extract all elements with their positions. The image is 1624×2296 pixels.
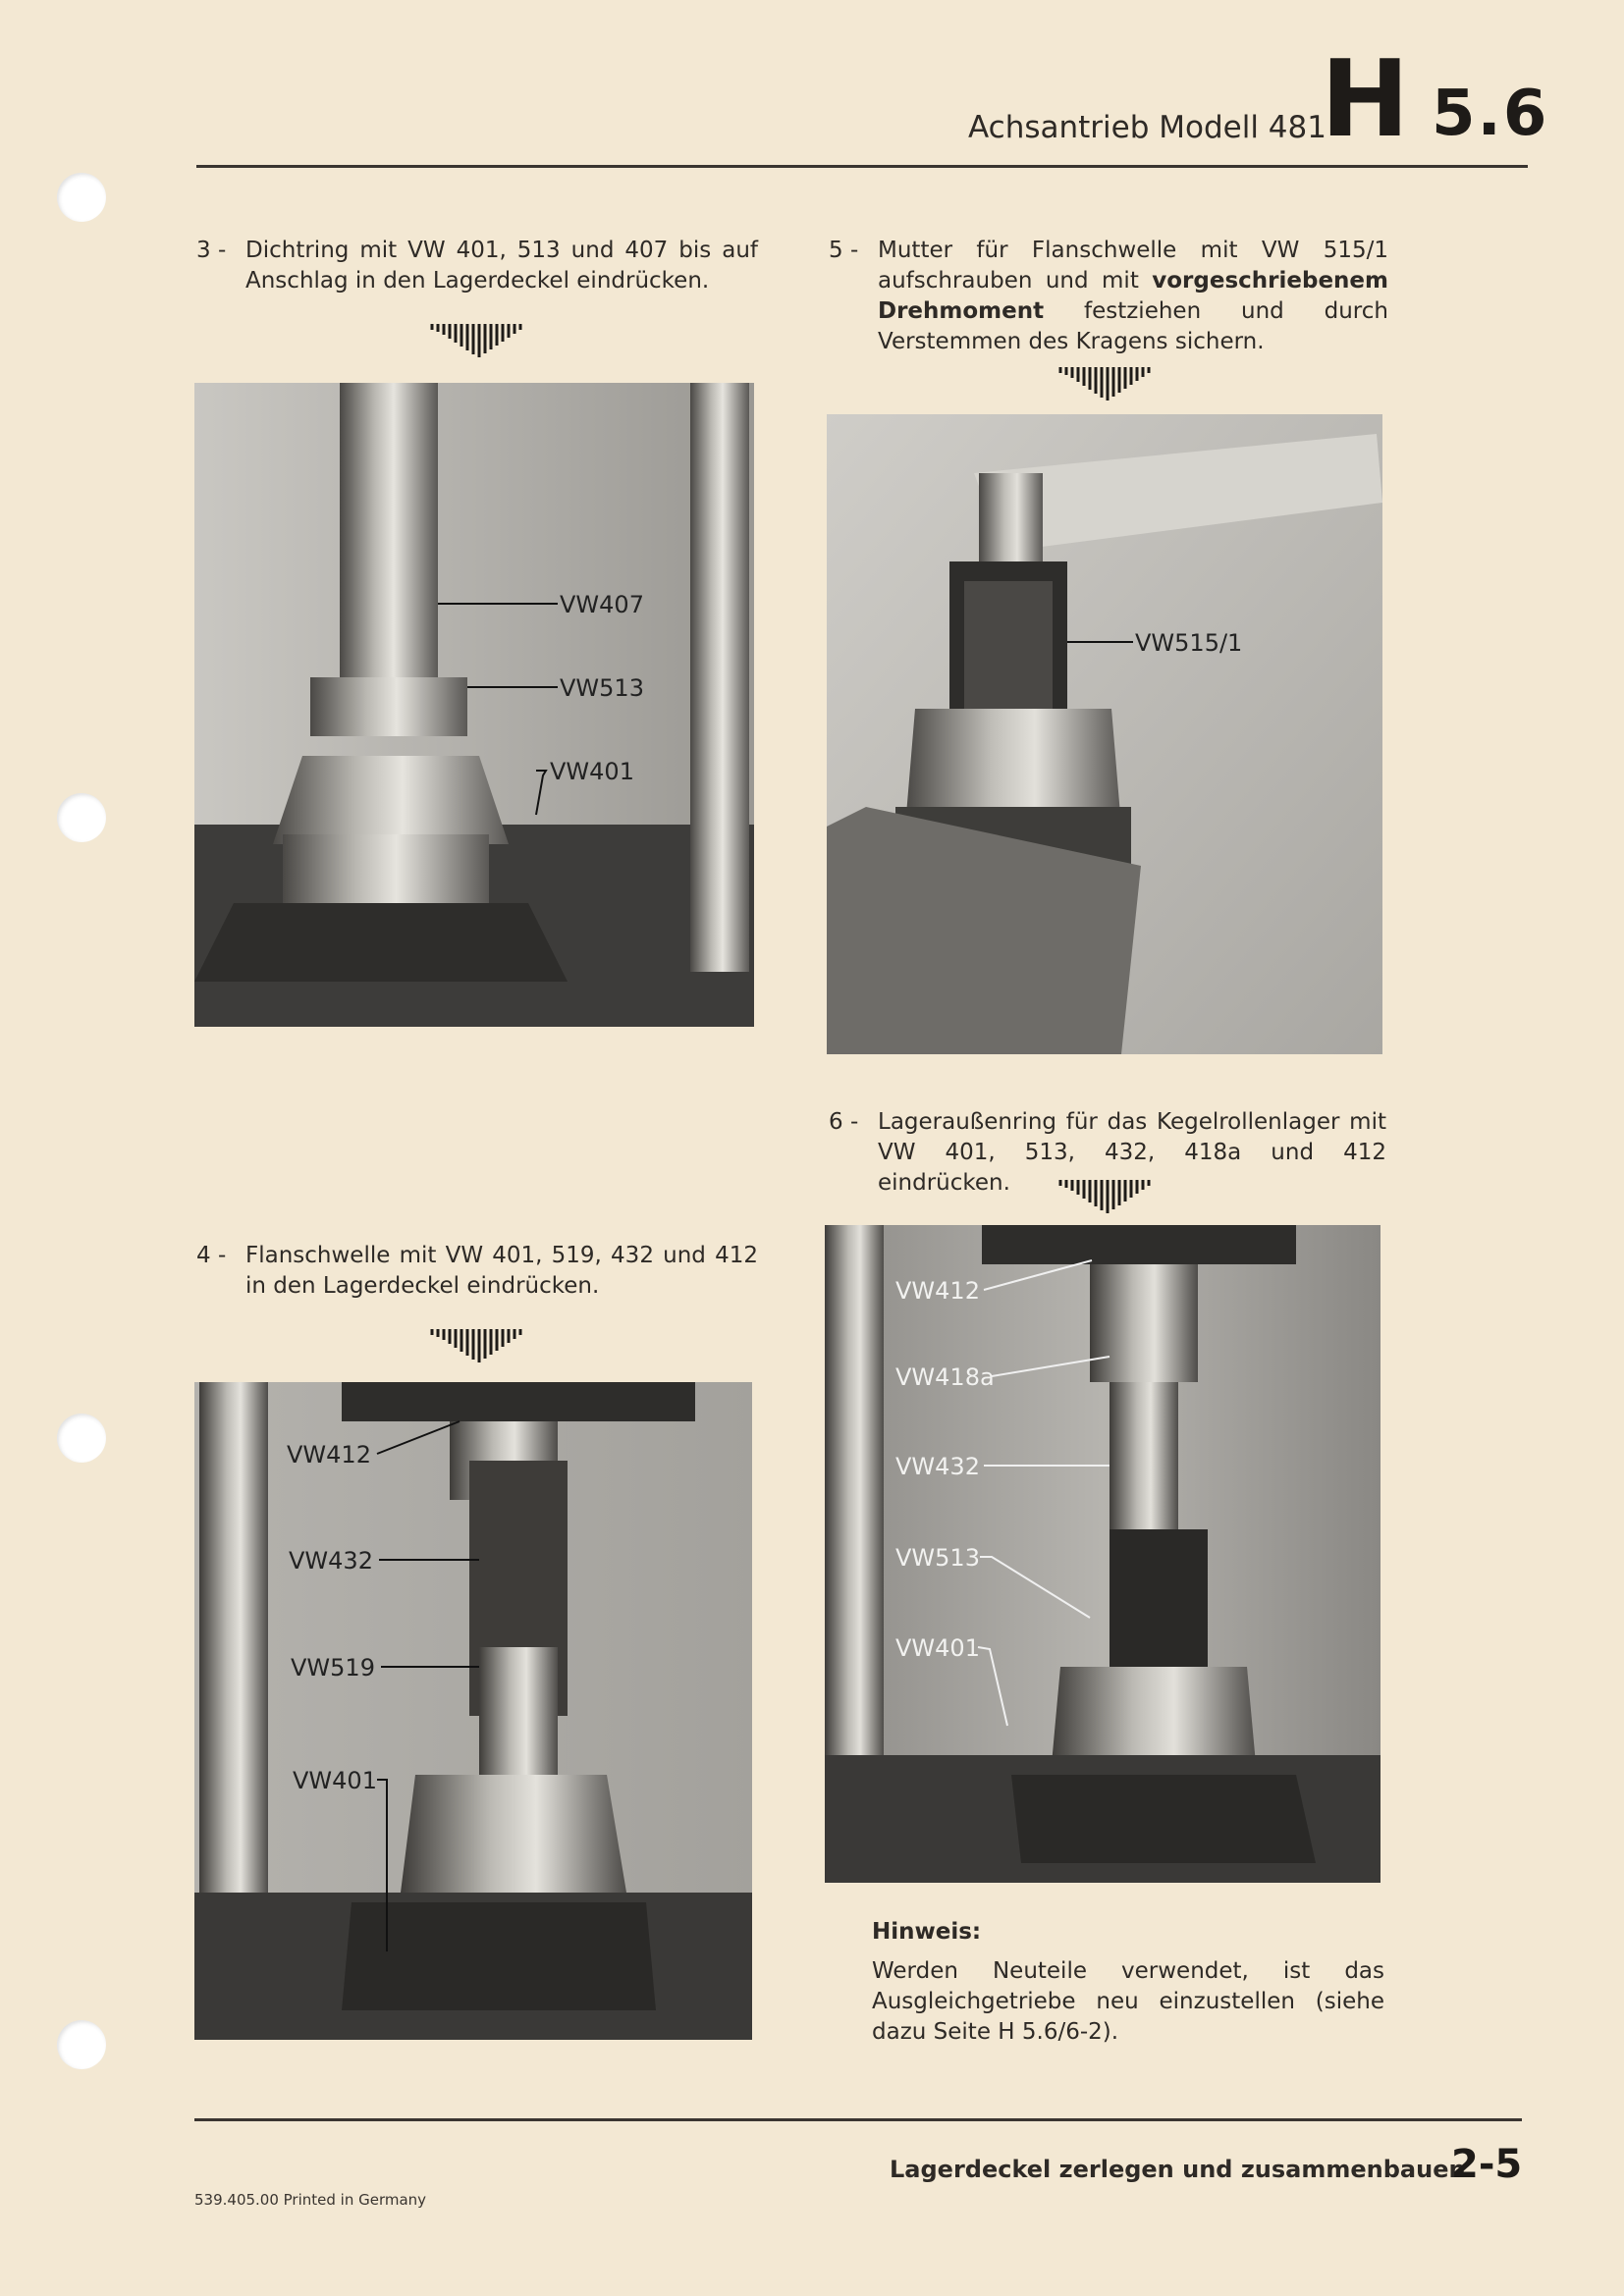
step-5-text bbox=[829, 236, 1388, 357]
section-letter: H bbox=[1321, 38, 1410, 161]
punch-hole-4 bbox=[57, 2020, 106, 2069]
step-3-arrow-icon bbox=[426, 322, 528, 361]
label-vw412: VW412 bbox=[895, 1277, 980, 1305]
step-5-number: 5 - bbox=[829, 238, 859, 263]
label-vw513: VW513 bbox=[560, 674, 644, 702]
step-6-text bbox=[829, 1107, 1386, 1196]
label-vw513: VW513 bbox=[895, 1544, 980, 1572]
note-heading: Hinweis: bbox=[872, 1919, 982, 1945]
label-vw519: VW519 bbox=[291, 1654, 375, 1682]
step-3-description: Dichtring mit VW 401, 513 und 407 bis auf Anschlag in den Lagerdeckel eindrücken. bbox=[245, 238, 758, 294]
step-6-number: 6 - bbox=[829, 1109, 859, 1135]
header-rule bbox=[196, 165, 1528, 168]
punch-hole-3 bbox=[57, 1414, 106, 1463]
label-vw412: VW412 bbox=[287, 1441, 371, 1468]
photo-step-5 bbox=[827, 414, 1382, 1054]
step-4-text bbox=[196, 1241, 758, 1304]
print-code: 539.405.00 Printed in Germany bbox=[194, 2191, 427, 2209]
section-number: 5.6 bbox=[1432, 78, 1549, 150]
step-6-arrow-icon bbox=[1055, 1178, 1157, 1217]
photo-step-6 bbox=[825, 1225, 1380, 1883]
step-5-arrow-icon bbox=[1055, 365, 1157, 404]
punch-hole-1 bbox=[57, 173, 106, 222]
label-vw401: VW401 bbox=[895, 1634, 980, 1662]
label-vw401: VW401 bbox=[550, 758, 634, 785]
label-vw432: VW432 bbox=[895, 1453, 980, 1480]
step-4-description: Flanschwelle mit VW 401, 519, 432 und 412 in den Lagerdeckel eindrücken. bbox=[245, 1243, 758, 1299]
page-number: 2-5 bbox=[1451, 2142, 1523, 2187]
footer-rule bbox=[194, 2118, 1522, 2121]
step-6-description: Lageraußenring für das Kegelrollenlager mit VW 401, 513, 432, 418a und 412 eindrücken. bbox=[878, 1109, 1386, 1196]
note-text: Werden Neuteile verwendet, ist das Ausgleichgetriebe neu einzustellen (siehe dazu Seite H 5.6/6-2). bbox=[872, 1958, 1384, 2045]
label-vw432: VW432 bbox=[289, 1547, 373, 1575]
step-3-number: 3 - bbox=[196, 238, 227, 263]
label-vw401: VW401 bbox=[293, 1767, 377, 1794]
photo-step-4 bbox=[194, 1382, 752, 2040]
photo-step-3 bbox=[194, 383, 754, 1027]
step-3-text bbox=[196, 236, 758, 298]
punch-hole-2 bbox=[57, 793, 106, 842]
step-5-text-post: festziehen und durch Verstemmen des Kragens sichern. bbox=[878, 298, 1388, 354]
label-vw418a: VW418a bbox=[895, 1363, 995, 1391]
step-5-text-pre: Mutter für Flanschwelle mit VW 515/1 aufschrauben und mit bbox=[878, 238, 1388, 294]
step-5-description bbox=[878, 236, 1388, 357]
label-vw515-1: VW515/1 bbox=[1135, 629, 1243, 657]
step-5-text-bold: vorgeschriebenem Drehmoment bbox=[878, 268, 1388, 324]
step-4-number: 4 - bbox=[196, 1243, 227, 1268]
footer-chapter-title: Lagerdeckel zerlegen und zusammenbauen bbox=[890, 2156, 1466, 2183]
step-4-arrow-icon bbox=[426, 1327, 528, 1366]
section-title: Achsantrieb Modell 481 bbox=[968, 110, 1326, 145]
label-vw407: VW407 bbox=[560, 591, 644, 618]
